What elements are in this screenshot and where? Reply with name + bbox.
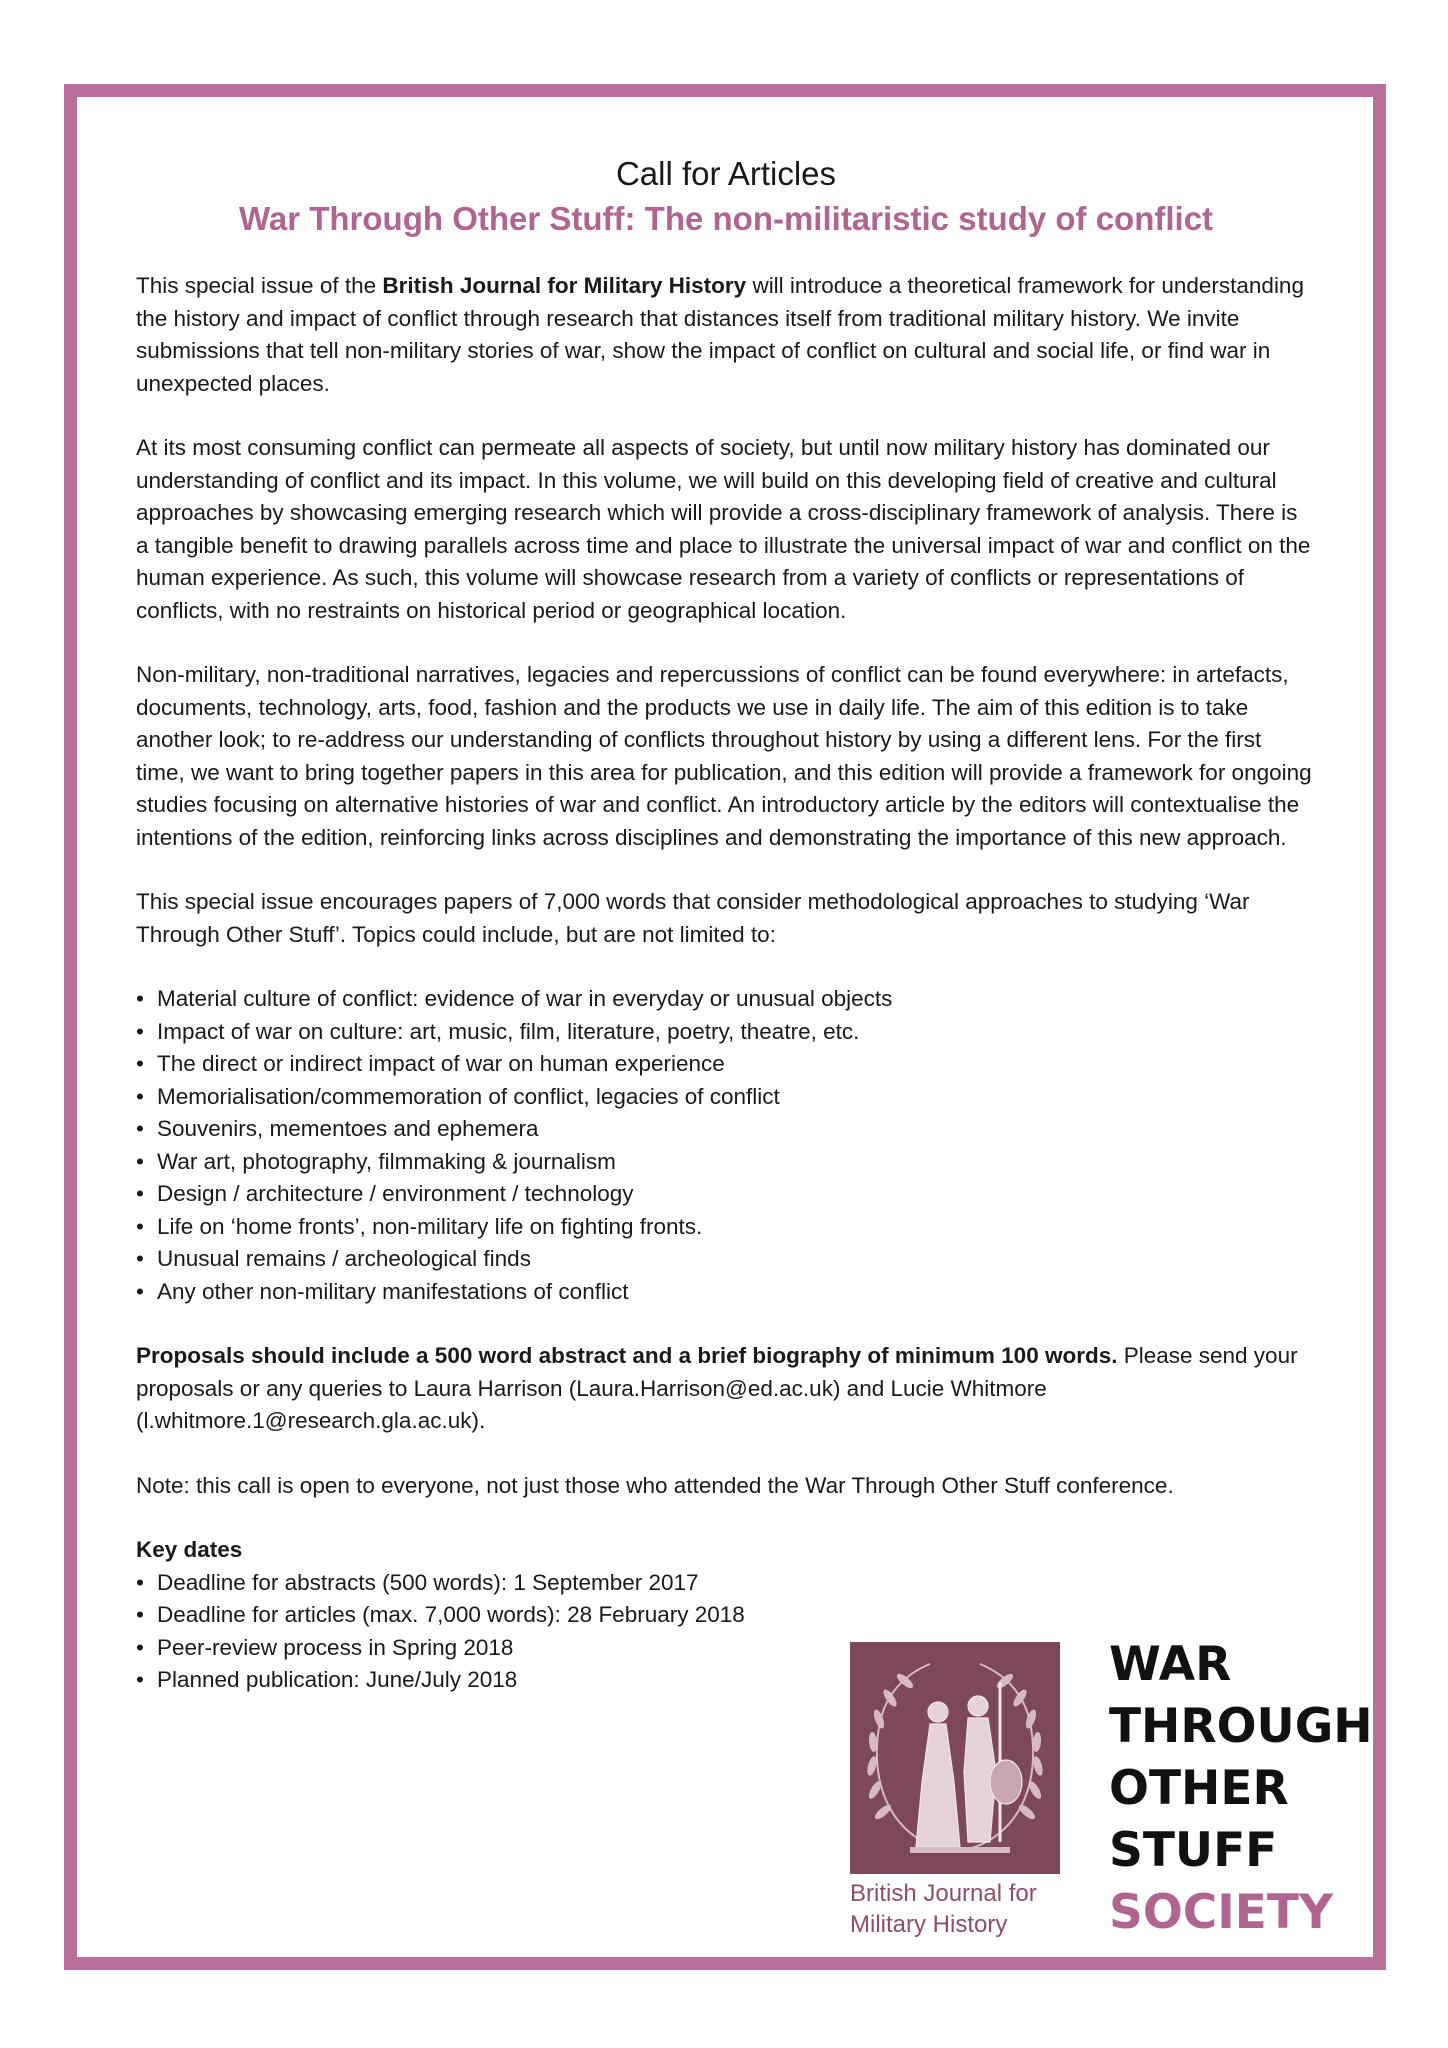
intro-pre: This special issue of the (136, 273, 383, 298)
list-item: • Peer-review process in Spring 2018 (136, 1632, 1316, 1665)
list-item: • Impact of war on culture: art, music, film, literature, poetry, theatre, etc. (136, 1016, 1316, 1049)
list-item: • War art, photography, filmmaking & journalism (136, 1146, 1316, 1179)
note-paragraph: Note: this call is open to everyone, not just those who attended the War Through Other Stuff conference. (136, 1472, 1174, 1498)
list-item: • Material culture of conflict: evidence of war in everyday or unusual objects (136, 983, 1316, 1016)
paragraph-topics-intro: This special issue encourages papers of 7,000 words that consider methodological approaches to studying ‘War Through Other Stuff’. Topics could include, but are not limited to: (136, 889, 1250, 947)
topics-list (136, 983, 1316, 1308)
proposals-paragraph (136, 1340, 1316, 1438)
society-logo-line: OTHER (1109, 1761, 1289, 1816)
society-logo-line: SOCIETY (1109, 1885, 1333, 1940)
society-logo-line: THROUGH (1109, 1699, 1373, 1754)
journal-caption-line: British Journal for (850, 1880, 1037, 1907)
intro-post: will introduce a theoretical framework for understanding the history and impact of conflict through research that distances itself from traditional military history. We invite submissions that tell non-military stories of war, show the impact of conflict on cultural and social life, or find war in unexpected places. (136, 273, 1304, 396)
key-dates-title: Key dates (136, 1537, 243, 1562)
journal-logo (850, 1642, 1060, 1940)
page-subtitle: War Through Other Stuff: The non-militaristic study of conflict (238, 200, 1214, 237)
proposals-requirement: Proposals should include a 500 word abstract and a brief biography of minimum 100 words. (136, 1343, 1118, 1368)
list-item: • Souvenirs, mementoes and ephemera (136, 1113, 1316, 1146)
list-item: • Any other non-military manifestations of conflict (136, 1276, 1316, 1309)
list-item: • Deadline for articles (max. 7,000 words): 28 February 2018 (136, 1599, 1316, 1632)
list-item: • Design / architecture / environment / technology (136, 1178, 1316, 1211)
paragraph-aims: Non-military, non-traditional narratives, legacies and repercussions of conflict can be found everywhere: in artefacts, documents, technology, arts, food, fashion and the products we use in daily life. The aim of this edition is to take another look; to re-address our understanding of conflicts throughout history by using a different lens. For the first time, we want to bring together papers in this area for publication, and this edition will provide a framework for ongoing studies focusing on alternative histories of war and conflict. An introductory article by the editors will contextualise the intentions of the edition, reinforcing links across disciplines and demonstrating the importance of this new approach. (136, 662, 1312, 850)
intro-paragraph (136, 270, 1316, 400)
society-logo (1109, 1634, 1373, 1944)
journal-emblem-icon (850, 1642, 1060, 1874)
list-item: • Memorialisation/commemoration of conflict, legacies of conflict (136, 1081, 1316, 1114)
journal-caption (850, 1878, 1060, 1940)
page-title: Call for Articles (615, 155, 837, 192)
list-item: • Planned publication: June/July 2018 (136, 1664, 1316, 1697)
document-body (136, 152, 1316, 1729)
society-logo-line: WAR (1109, 1637, 1232, 1692)
list-item: • Life on ‘home fronts’, non-military life on fighting fronts. (136, 1211, 1316, 1244)
list-item: • Deadline for abstracts (500 words): 1 September 2017 (136, 1567, 1316, 1600)
journal-name: British Journal for Military History (382, 273, 747, 298)
journal-caption-line: Military History (850, 1911, 1008, 1938)
list-item: • Unusual remains / archeological finds (136, 1243, 1316, 1276)
proposals-contact: Please send your proposals or any queries to Laura Harrison (Laura.Harrison@ed.ac.uk) and Lucie Whitmore (l.whitmore.1@research.gla.ac.uk). (136, 1343, 1298, 1433)
paragraph-scope: At its most consuming conflict can permeate all aspects of society, but until now military history has dominated our understanding of conflict and its impact. In this volume, we will build on this developing field of creative and cultural approaches by showcasing emerging research which will provide a cross-disciplinary framework of analysis. There is a tangible benefit to drawing parallels across time and place to illustrate the universal impact of war and conflict on the human experience. As such, this volume will showcase research from a variety of conflicts or representations of conflicts, with no restraints on historical period or geographical location. (136, 435, 1311, 623)
society-logo-line: STUFF (1109, 1823, 1278, 1878)
list-item: • The direct or indirect impact of war on human experience (136, 1048, 1316, 1081)
